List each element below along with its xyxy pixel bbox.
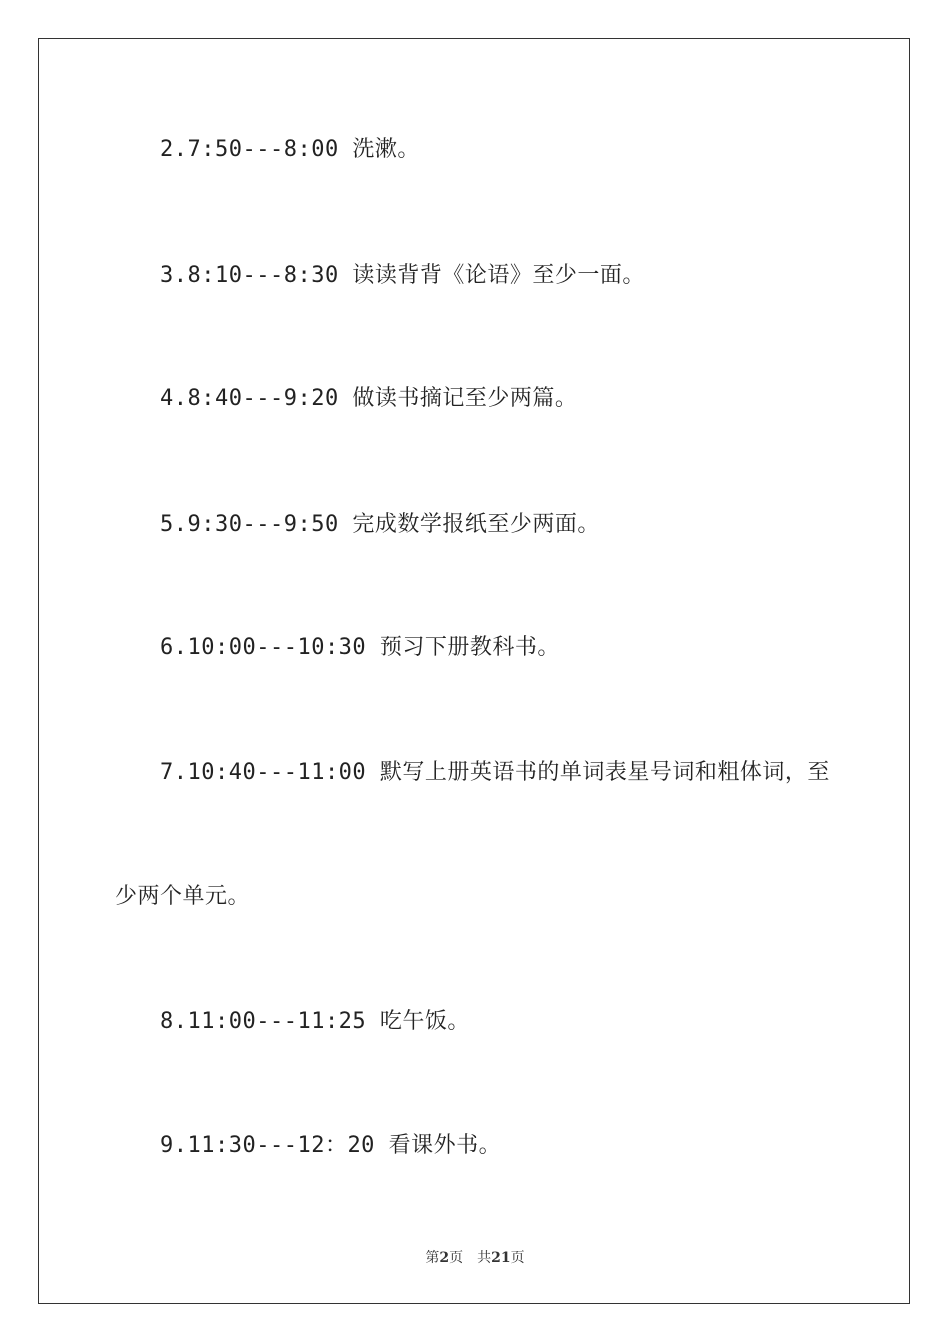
footer-total-unit: 页	[510, 1250, 525, 1266]
footer-total-pages: 21	[491, 1250, 511, 1266]
footer-page-unit: 页	[449, 1250, 464, 1266]
schedule-item-6: 6.10:00---10:30 预习下册教科书。	[160, 635, 560, 660]
footer-current-page: 2	[439, 1250, 450, 1266]
schedule-item-7-line-1: 7.10:40---11:00 默写上册英语书的单词表星号词和粗体词，至	[160, 760, 830, 785]
page-footer	[0, 1247, 950, 1267]
schedule-item-7-line-2: 少两个单元。	[115, 884, 251, 909]
schedule-item-4: 4.8:40---9:20 做读书摘记至少两篇。	[160, 386, 578, 411]
schedule-item-3: 3.8:10---8:30 读读背背《论语》至少一面。	[160, 263, 645, 288]
schedule-item-8: 8.11:00---11:25 吃午饭。	[160, 1009, 470, 1034]
schedule-item-2: 2.7:50---8:00 洗漱。	[160, 137, 420, 162]
schedule-item-5: 5.9:30---9:50 完成数学报纸至少两面。	[160, 512, 600, 537]
footer-prefix: 第	[425, 1250, 440, 1266]
footer-total-prefix: 共	[477, 1250, 492, 1266]
schedule-item-9: 9.11:30---12：20 看课外书。	[160, 1133, 502, 1158]
page-frame	[38, 38, 910, 1304]
